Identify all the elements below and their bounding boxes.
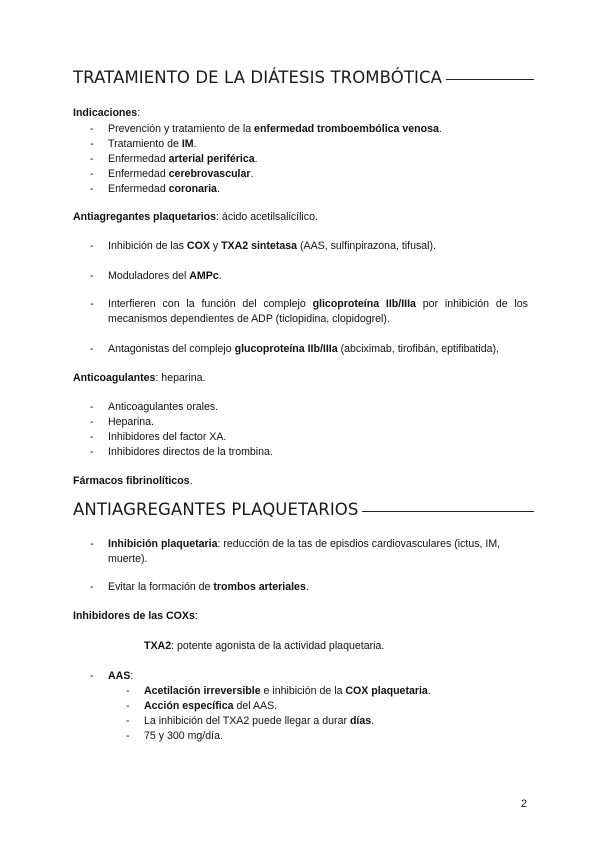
- anticoagulantes-heading: Anticoagulantes: heparina.: [73, 372, 206, 384]
- list-item: 75 y 300 mg/día.: [144, 730, 223, 742]
- bullet-dash: -: [90, 298, 94, 310]
- list-item: Inhibición de las COX y TXA2 sintetasa (AAS, sulfinpirazona, tifusal).: [108, 240, 436, 252]
- aas-heading: AAS:: [108, 670, 134, 682]
- bullet-dash: -: [90, 446, 94, 458]
- list-item: Inhibidores directos de la trombina.: [108, 446, 273, 458]
- section-title-tratamiento: [73, 68, 534, 87]
- bullet-dash: -: [90, 168, 94, 180]
- bullet-dash: -: [90, 538, 94, 550]
- bullet-dash: -: [126, 715, 130, 727]
- txa2-line: TXA2: potente agonista de la actividad plaquetaria.: [144, 640, 385, 652]
- bullet-dash: -: [126, 700, 130, 712]
- list-item: Antagonistas del complejo glucoproteína IIb/IIIa (abciximab, tirofibán, eptifibatida),: [108, 343, 499, 355]
- list-item: Inhibidores del factor XA.: [108, 431, 227, 443]
- list-item: La inhibición del TXA2 puede llegar a durar días.: [144, 715, 375, 727]
- list-item: Acetilación irreversible e inhibición de la COX plaquetaria.: [144, 685, 431, 697]
- bullet-dash: -: [90, 153, 94, 165]
- bullet-dash: -: [90, 401, 94, 413]
- page-number: 2: [520, 798, 527, 810]
- list-item: Tratamiento de IM.: [108, 138, 197, 150]
- list-item: Inhibición plaquetaria: reducción de la tas de episdios cardiovasculares (ictus, IM, muerte).: [108, 538, 501, 565]
- cox-heading: Inhibidores de las COXs:: [73, 610, 198, 622]
- bullet-dash: -: [90, 581, 94, 593]
- list-item: Heparina.: [108, 416, 154, 428]
- bullet-dash: -: [126, 730, 130, 742]
- list-item: Prevención y tratamiento de la enfermedad tromboembólica venosa.: [108, 123, 442, 135]
- list-item: Enfermedad arterial periférica.: [108, 153, 258, 165]
- bullet-dash: -: [126, 685, 130, 697]
- bullet-dash: -: [90, 343, 94, 355]
- section-title-text: ANTIAGREGANTES PLAQUETARIOS: [73, 500, 359, 519]
- bullet-dash: -: [90, 138, 94, 150]
- bullet-dash: -: [90, 670, 94, 682]
- fibrinoliticos-heading: Fármacos fibrinolíticos.: [73, 475, 193, 487]
- section-title-antiagregantes: [73, 500, 534, 519]
- bullet-dash: -: [90, 183, 94, 195]
- list-item: Enfermedad coronaria.: [108, 183, 220, 195]
- antiagregantes-heading: Antiagregantes plaquetarios: ácido acetilsalicílico.: [73, 211, 318, 223]
- list-item: Interfieren con la función del complejo glicoproteína IIb/IIIa por inhibición de los mecanismos dependientes de ADP (ticlopidina, clopidogrel).: [108, 298, 528, 325]
- list-item: Evitar la formación de trombos arteriales.: [108, 581, 309, 593]
- title-rule: [446, 79, 534, 80]
- list-item: Anticoagulantes orales.: [108, 401, 219, 413]
- bullet-dash: -: [90, 240, 94, 252]
- bullet-dash: -: [90, 431, 94, 443]
- list-item: Acción específica del AAS.: [144, 700, 278, 712]
- bullet-dash: -: [90, 123, 94, 135]
- list-item: Enfermedad cerebrovascular.: [108, 168, 254, 180]
- list-item: Moduladores del AMPc.: [108, 270, 222, 282]
- title-rule: [362, 511, 534, 512]
- bullet-dash: -: [90, 270, 94, 282]
- indicaciones-heading: Indicaciones:: [73, 107, 141, 119]
- section-title-text: TRATAMIENTO DE LA DIÁTESIS TROMBÓTICA: [73, 68, 443, 87]
- bullet-dash: -: [90, 416, 94, 428]
